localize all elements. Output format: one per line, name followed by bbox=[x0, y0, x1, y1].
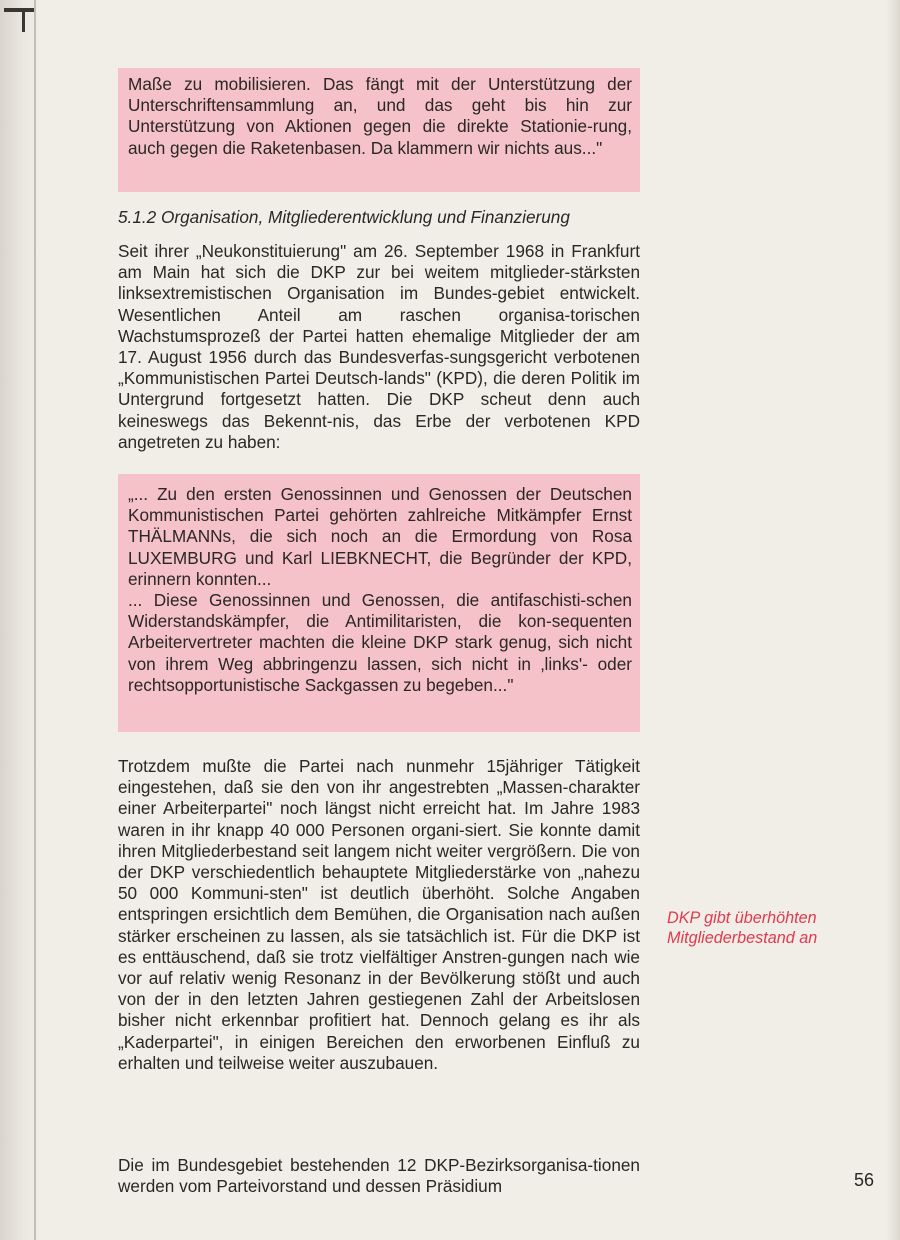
page-binding-edge bbox=[0, 0, 40, 1240]
paragraph-1: Seit ihrer „Neukonstituierung" am 26. September 1968 in Frankfurt am Main hat sich die DKP zur bei weitem mitglieder-stärksten linksextremistischen Organisation im Bundes-gebiet entwickelt. Wesentlichen Anteil am raschen organisa-torischen Wachstumsprozeß der Partei hatten ehemalige Mitglieder der am 17. August 1956 durch das Bundesverfas-sungsgericht verbotenen „Kommunistischen Partei Deutsch-lands" (KPD), die deren Politik im Untergrund fortgesetzt hatten. Die DKP scheut denn auch keineswegs das Bekennt-nis, das Erbe der verbotenen KPD angetreten zu haben: bbox=[118, 241, 640, 452]
quote-block-middle bbox=[118, 474, 640, 732]
quote-top-text: Maße zu mobilisieren. Das fängt mit der Unterstützung der Unterschriftensammlung an, und das geht bis hin zur Unterstützung von Aktionen gegen die direkte Stationie-rung, auch gegen die Raketenbasen. Da klammern wir nichts aus..." bbox=[128, 74, 632, 158]
margin-note: DKP gibt überhöhten Mitgliederbestand an bbox=[667, 909, 818, 947]
quote-middle-text-b: ... Diese Genossinnen und Genossen, die antifaschisti-schen Widerstandskämpfer, die Antimilitaristen, die kon-sequenten Arbeitervertreter machten die kleine DKP stark genug, sich nicht von ihrem Weg abbringenzu lassen, sich nicht in ‚links'- oder rechtsopportunistische Sackgassen zu begeben..." bbox=[128, 590, 632, 695]
paragraph-3: Die im Bundesgebiet bestehenden 12 DKP-Bezirksorganisa-tionen werden vom Parteivorstand und dessen Präsidium bbox=[118, 1155, 640, 1197]
section-heading: 5.1.2 Organisation, Mitgliederentwicklung und Finanzierung bbox=[118, 207, 570, 227]
paragraph-1-block bbox=[118, 241, 640, 453]
paragraph-3-block bbox=[118, 1155, 640, 1197]
paragraph-2: Trotzdem mußte die Partei nach nunmehr 15jähriger Tätigkeit eingestehen, daß sie den von ihr angestrebten „Massen-charakter einer Arbeiterpartei" noch längst nicht erreicht hat. Im Jahre 1983 waren in ihr knapp 40 000 Personen organi-siert. Sie konnte damit ihren Mitgliederbestand seit langem nicht weiter vergrößern. Die von der DKP verschiedentlich behauptete Mitgliederstärke von „nahezu 50 000 Kommuni-sten" ist deutlich überhöht. Solche Angaben entspringen ersichtlich dem Bemühen, die Organisation nach außen stärker erscheinen zu lassen, als sie tatsächlich ist. Für die DKP ist es enttäuschend, daß sie trotz vielfältiger Anstren-gungen nach wie vor auf relativ wenig Resonanz in der Bevölkerung stößt und auch von der in den letzten Jahren gestiegenen Zahl der Arbeitslosen bisher nicht erkennbar profitiert hat. Dennoch gelang es ihr als „Kaderpartei", in einigen Bereichen den erworbenen Einfluß zu erhalten und teilweise weiter auszubauen. bbox=[118, 756, 640, 1073]
scan-corner-mark bbox=[4, 8, 34, 12]
paragraph-2-block bbox=[118, 756, 640, 1074]
quote-block-top bbox=[118, 68, 640, 192]
scan-corner-mark-vertical bbox=[22, 8, 25, 32]
page-right-edge bbox=[886, 0, 900, 1240]
quote-middle-text-a: „... Zu den ersten Genossinnen und Genossen der Deutschen Kommunistischen Partei gehörten zahlreiche Mitkämpfer Ernst THÄLMANNs, die sich noch an die Ermordung von Rosa LUXEMBURG und Karl LIEBKNECHT, die Begründer der KPD, erinnern konnten... bbox=[128, 484, 632, 589]
page-number: 56 bbox=[853, 1170, 874, 1190]
